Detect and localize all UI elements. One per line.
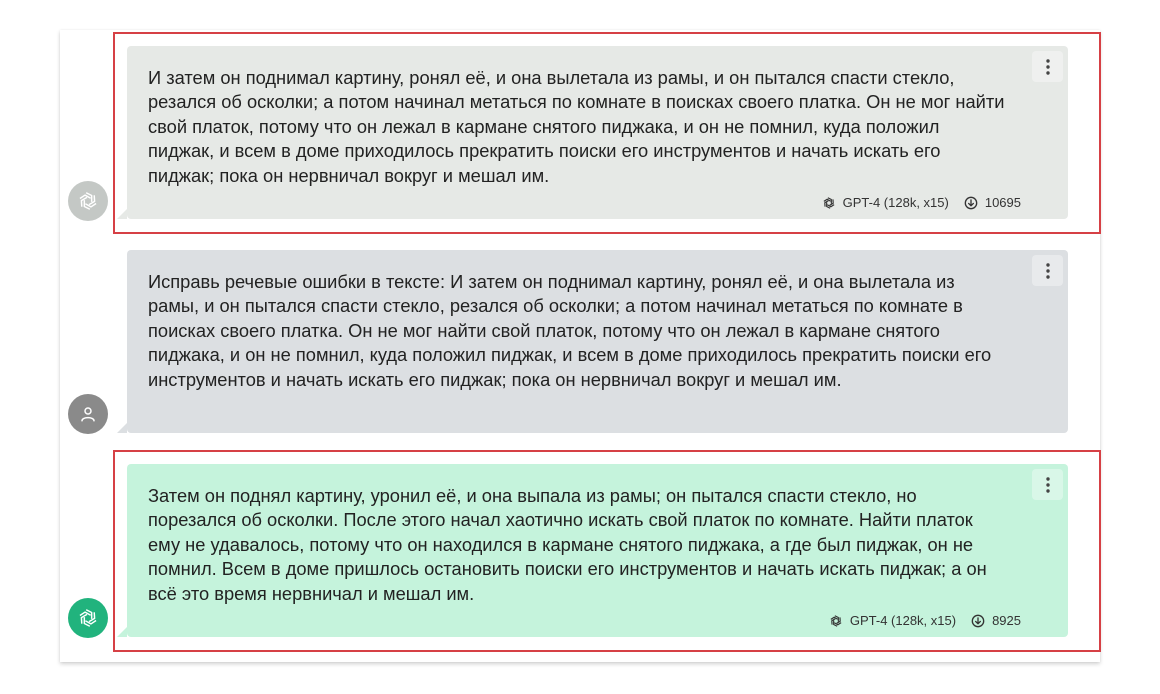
message-menu-button[interactable] bbox=[1032, 469, 1063, 500]
message-bubble bbox=[127, 250, 1068, 433]
model-label: GPT-4 (128k, x15) bbox=[849, 613, 957, 628]
assistant-avatar bbox=[68, 181, 108, 221]
message-text: Исправь речевые ошибки в тексте: И затем он поднимал картину, ронял её, и она вылетала из рамы, и он пытался спасти стекло, резался об осколки; а потом начинал метаться по комнате в поисках своего платка. Он не мог найти свой платок, потому что он лежал в кармане снятого пиджака, и он не помнил, куда положил пиджак, и всем в доме приходилось прекратить поиски его инструментов и начать искать его пиджак; пока он нервничал вокруг и мешал им. bbox=[148, 271, 992, 390]
download-circle-icon bbox=[964, 196, 978, 210]
openai-logo-icon bbox=[77, 607, 99, 629]
bubble-tail bbox=[117, 209, 127, 219]
openai-logo-icon bbox=[829, 614, 843, 628]
user-icon bbox=[79, 405, 97, 423]
download-circle-icon bbox=[971, 614, 985, 628]
message-menu-button[interactable] bbox=[1032, 51, 1063, 82]
more-vertical-icon bbox=[1046, 263, 1050, 279]
assistant-avatar bbox=[68, 598, 108, 638]
more-vertical-icon bbox=[1046, 59, 1050, 75]
message-text: И затем он поднимал картину, ронял её, и она вылетала из рамы, и он пытался спасти стекло, резался об осколки; а потом начинал метаться по комнате в поисках своего платка. Он не мог найти свой платок, потому что он лежал в кармане снятого пиджака, и он не помнил, куда положил пиджак, и всем в доме приходилось прекратить поиски его инструментов и начать искать его пиджак; пока он нервничал вокруг и мешал им. bbox=[148, 67, 1005, 186]
message-meta bbox=[829, 613, 1021, 629]
user-avatar bbox=[68, 394, 108, 434]
message-menu-button[interactable] bbox=[1032, 255, 1063, 286]
more-vertical-icon bbox=[1046, 477, 1050, 493]
message-bubble bbox=[127, 464, 1068, 637]
message-meta bbox=[822, 195, 1021, 211]
openai-logo-icon bbox=[822, 196, 836, 210]
bubble-tail bbox=[117, 627, 127, 637]
token-count: 8925 bbox=[992, 613, 1021, 628]
message-text: Затем он поднял картину, уронил её, и она выпала из рамы; он пытался спасти стекло, но порезался об осколки. После этого начал хаотично искать свой платок по комнате. Найти платок ему не удавалось, потому что он находился в кармане снятого пиджака, а где был пиджак, он не помнил. Всем в доме пришлось остановить поиски его инструментов и начать искать пиджак; а он всё это время нервничал и мешал им. bbox=[148, 485, 987, 604]
bubble-tail bbox=[117, 423, 127, 433]
token-count: 10695 bbox=[984, 195, 1021, 210]
openai-logo-icon bbox=[77, 190, 99, 212]
message-bubble bbox=[127, 46, 1068, 219]
model-label: GPT-4 (128k, x15) bbox=[842, 195, 949, 210]
